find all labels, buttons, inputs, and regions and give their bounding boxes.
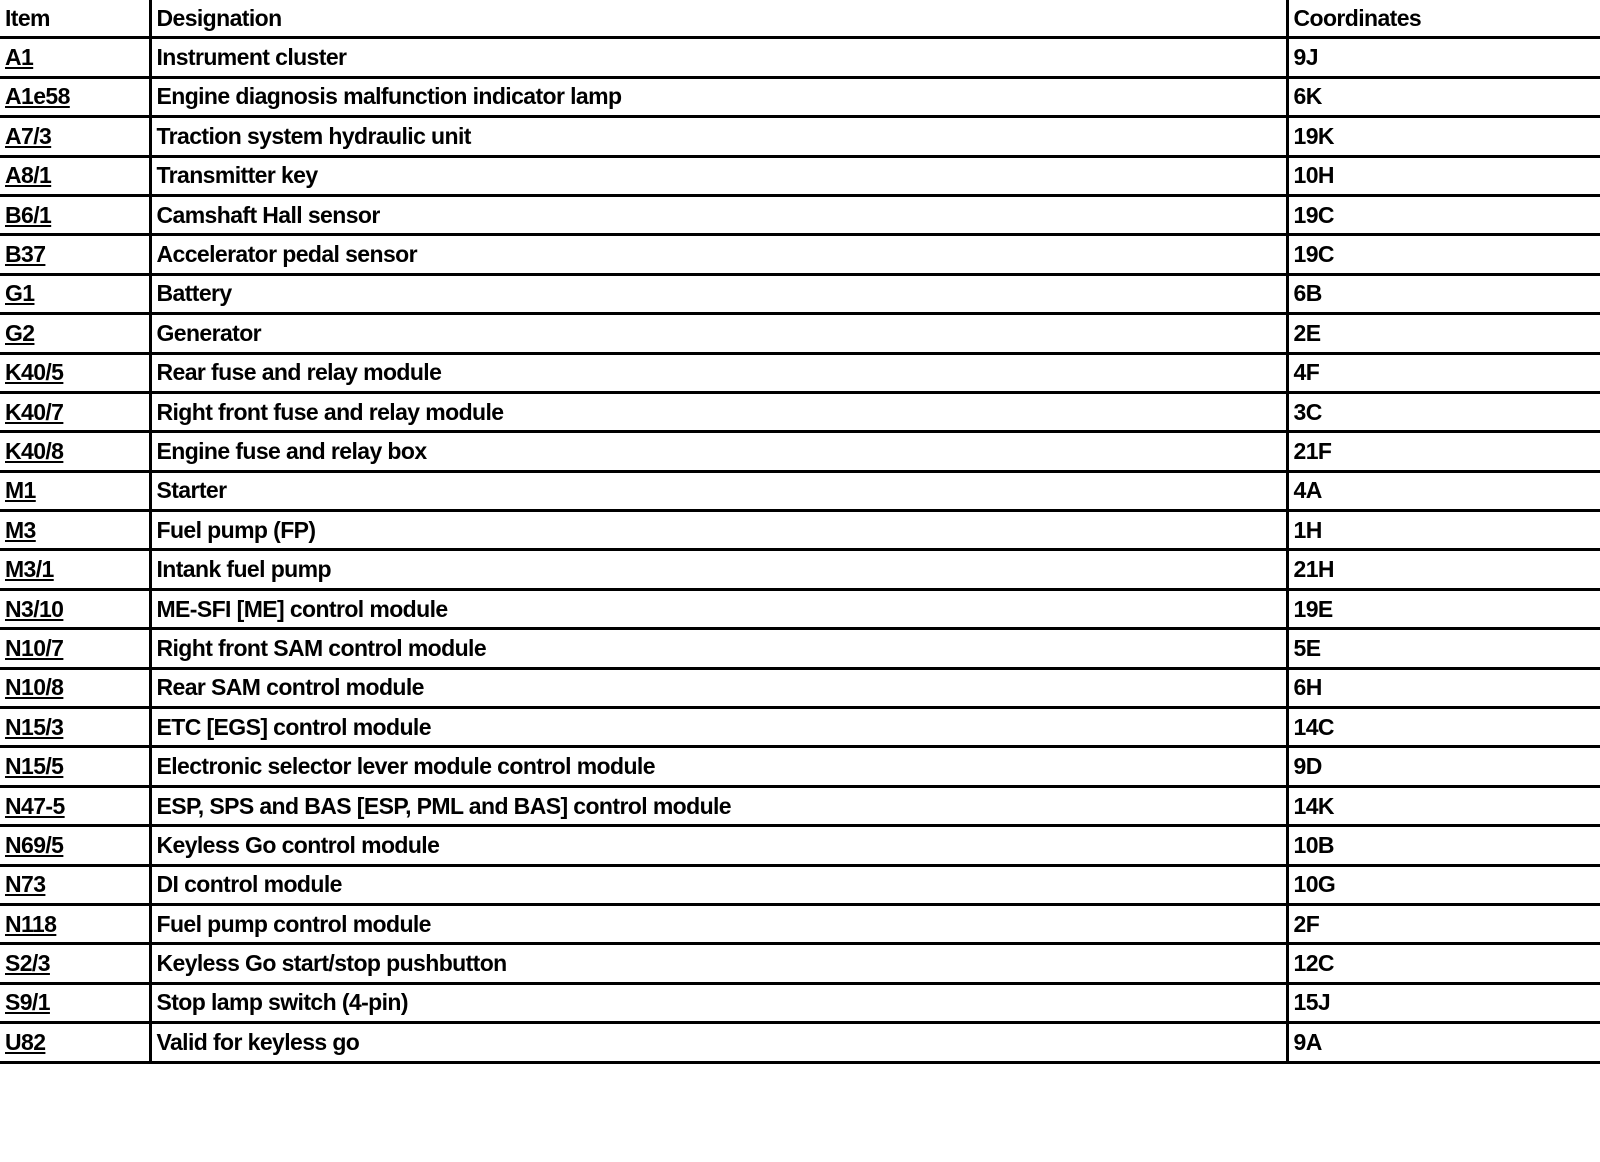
designation-cell: Transmitter key xyxy=(150,156,1287,195)
item-link[interactable]: B6/1 xyxy=(5,201,52,228)
header-designation: Designation xyxy=(150,0,1287,38)
header-item: Item xyxy=(0,0,150,38)
item-cell xyxy=(0,944,150,983)
item-link[interactable]: M3 xyxy=(5,516,36,543)
designation-cell: Stop lamp switch (4-pin) xyxy=(150,983,1287,1022)
coordinates-cell: 3C xyxy=(1287,392,1600,431)
table-row xyxy=(0,826,1600,865)
item-link[interactable]: M3/1 xyxy=(5,556,54,583)
item-link[interactable]: S9/1 xyxy=(5,989,50,1016)
coordinates-cell: 2E xyxy=(1287,314,1600,353)
table-row xyxy=(0,1023,1600,1062)
coordinates-cell: 9D xyxy=(1287,747,1600,786)
table-row xyxy=(0,983,1600,1022)
table-row xyxy=(0,38,1600,77)
item-cell xyxy=(0,865,150,904)
table-row xyxy=(0,77,1600,116)
item-cell xyxy=(0,1023,150,1062)
item-link[interactable]: A1e58 xyxy=(5,83,70,110)
designation-cell: Intank fuel pump xyxy=(150,550,1287,589)
table-row xyxy=(0,708,1600,747)
designation-cell: Fuel pump control module xyxy=(150,904,1287,943)
table-row xyxy=(0,629,1600,668)
coordinates-cell: 10B xyxy=(1287,826,1600,865)
designation-cell: Valid for keyless go xyxy=(150,1023,1287,1062)
item-cell xyxy=(0,471,150,510)
coordinates-cell: 15J xyxy=(1287,983,1600,1022)
table-row xyxy=(0,668,1600,707)
coordinates-cell: 14K xyxy=(1287,786,1600,825)
coordinates-cell: 19C xyxy=(1287,195,1600,234)
coordinates-cell: 12C xyxy=(1287,944,1600,983)
item-link[interactable]: N73 xyxy=(5,871,46,898)
item-cell xyxy=(0,235,150,274)
coordinates-cell: 6B xyxy=(1287,274,1600,313)
coordinates-cell: 6K xyxy=(1287,77,1600,116)
coordinates-cell: 19E xyxy=(1287,589,1600,628)
table-row xyxy=(0,274,1600,313)
item-link[interactable]: G1 xyxy=(5,280,35,307)
item-cell xyxy=(0,156,150,195)
item-link[interactable]: U82 xyxy=(5,1028,46,1055)
designation-cell: Generator xyxy=(150,314,1287,353)
coordinates-cell: 21H xyxy=(1287,550,1600,589)
item-link[interactable]: K40/7 xyxy=(5,398,64,425)
designation-cell: Right front fuse and relay module xyxy=(150,392,1287,431)
item-link[interactable]: N3/10 xyxy=(5,595,64,622)
table-row xyxy=(0,314,1600,353)
coordinates-cell: 10G xyxy=(1287,865,1600,904)
designation-cell: ESP, SPS and BAS [ESP, PML and BAS] control module xyxy=(150,786,1287,825)
legend-body xyxy=(0,38,1600,1062)
table-row xyxy=(0,117,1600,156)
table-row xyxy=(0,156,1600,195)
item-cell xyxy=(0,786,150,825)
designation-cell: Fuel pump (FP) xyxy=(150,511,1287,550)
designation-cell: Right front SAM control module xyxy=(150,629,1287,668)
designation-cell: Engine diagnosis malfunction indicator lamp xyxy=(150,77,1287,116)
item-link[interactable]: N10/8 xyxy=(5,674,64,701)
table-row xyxy=(0,589,1600,628)
table-row xyxy=(0,432,1600,471)
table-row xyxy=(0,511,1600,550)
item-cell xyxy=(0,274,150,313)
coordinates-cell: 6H xyxy=(1287,668,1600,707)
item-cell xyxy=(0,747,150,786)
item-link[interactable]: N15/3 xyxy=(5,713,64,740)
table-row xyxy=(0,865,1600,904)
item-link[interactable]: B37 xyxy=(5,241,46,268)
item-link[interactable]: A7/3 xyxy=(5,122,52,149)
designation-cell: ME-SFI [ME] control module xyxy=(150,589,1287,628)
item-cell xyxy=(0,904,150,943)
designation-cell: Battery xyxy=(150,274,1287,313)
item-cell xyxy=(0,511,150,550)
item-cell xyxy=(0,392,150,431)
item-cell xyxy=(0,983,150,1022)
table-row xyxy=(0,904,1600,943)
coordinates-cell: 1H xyxy=(1287,511,1600,550)
designation-cell: ETC [EGS] control module xyxy=(150,708,1287,747)
coordinates-cell: 19K xyxy=(1287,117,1600,156)
header-coordinates: Coordinates xyxy=(1287,0,1600,38)
header-row xyxy=(0,0,1600,38)
item-link[interactable]: G2 xyxy=(5,319,35,346)
coordinates-cell: 4A xyxy=(1287,471,1600,510)
item-cell xyxy=(0,353,150,392)
item-link[interactable]: S2/3 xyxy=(5,950,50,977)
table-row xyxy=(0,944,1600,983)
item-cell xyxy=(0,708,150,747)
coordinates-cell: 9J xyxy=(1287,38,1600,77)
designation-cell: Electronic selector lever module control module xyxy=(150,747,1287,786)
table-row xyxy=(0,550,1600,589)
coordinates-cell: 4F xyxy=(1287,353,1600,392)
designation-cell: Keyless Go control module xyxy=(150,826,1287,865)
coordinates-cell: 21F xyxy=(1287,432,1600,471)
item-link[interactable]: N47-5 xyxy=(5,792,65,819)
table-row xyxy=(0,471,1600,510)
coordinates-cell: 2F xyxy=(1287,904,1600,943)
item-link[interactable]: M1 xyxy=(5,477,36,504)
table-row xyxy=(0,195,1600,234)
table-row xyxy=(0,235,1600,274)
item-cell xyxy=(0,77,150,116)
coordinates-cell: 10H xyxy=(1287,156,1600,195)
item-cell xyxy=(0,668,150,707)
item-cell xyxy=(0,38,150,77)
coordinates-cell: 9A xyxy=(1287,1023,1600,1062)
item-cell xyxy=(0,195,150,234)
item-link[interactable]: N10/7 xyxy=(5,634,64,661)
designation-cell: Instrument cluster xyxy=(150,38,1287,77)
item-link[interactable]: K40/5 xyxy=(5,359,64,386)
coordinates-cell: 5E xyxy=(1287,629,1600,668)
designation-cell: Engine fuse and relay box xyxy=(150,432,1287,471)
item-link[interactable]: A1 xyxy=(5,44,34,71)
designation-cell: Camshaft Hall sensor xyxy=(150,195,1287,234)
designation-cell: DI control module xyxy=(150,865,1287,904)
item-link[interactable]: N15/5 xyxy=(5,753,64,780)
item-link[interactable]: K40/8 xyxy=(5,437,64,464)
item-link[interactable]: N118 xyxy=(5,910,57,937)
table-row xyxy=(0,747,1600,786)
table-row xyxy=(0,392,1600,431)
item-cell xyxy=(0,314,150,353)
item-cell xyxy=(0,826,150,865)
item-link[interactable]: N69/5 xyxy=(5,831,64,858)
item-cell xyxy=(0,432,150,471)
table-row xyxy=(0,353,1600,392)
designation-cell: Traction system hydraulic unit xyxy=(150,117,1287,156)
item-cell xyxy=(0,550,150,589)
designation-cell: Rear SAM control module xyxy=(150,668,1287,707)
coordinates-cell: 19C xyxy=(1287,235,1600,274)
designation-cell: Rear fuse and relay module xyxy=(150,353,1287,392)
designation-cell: Keyless Go start/stop pushbutton xyxy=(150,944,1287,983)
item-cell xyxy=(0,589,150,628)
item-cell xyxy=(0,629,150,668)
coordinates-cell: 14C xyxy=(1287,708,1600,747)
designation-cell: Accelerator pedal sensor xyxy=(150,235,1287,274)
item-link[interactable]: A8/1 xyxy=(5,162,52,189)
item-cell xyxy=(0,117,150,156)
table-row xyxy=(0,786,1600,825)
designation-cell: Starter xyxy=(150,471,1287,510)
